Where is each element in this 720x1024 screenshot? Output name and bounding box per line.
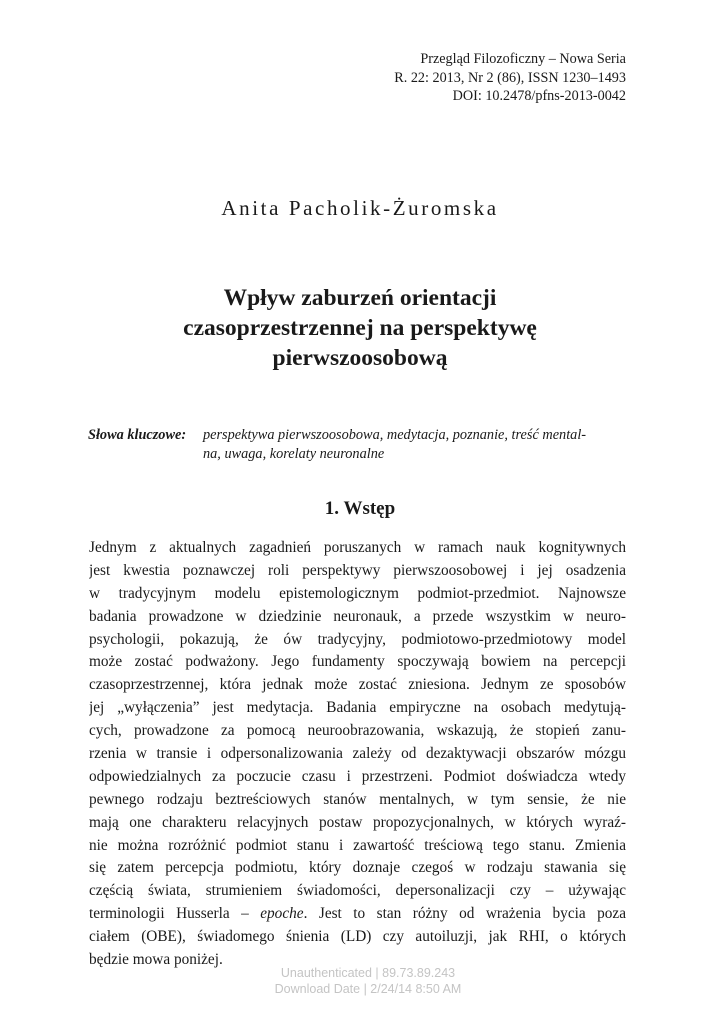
body-line: może zostać podważony. Jego fundamenty spoczywają bowiem na percepcji bbox=[89, 653, 626, 671]
body-line: ciałem (OBE), świadomego śnienia (LD) czy autoiluzji, jak RHI, o których bbox=[89, 928, 626, 946]
body-line: się zatem percepcja podmiotu, który doznaje czegoś w rodzaju stawania się bbox=[89, 859, 626, 877]
body-line-epoche bbox=[89, 903, 626, 926]
body-paragraph bbox=[89, 537, 626, 972]
author-name: Anita Pacholik-Żuromska bbox=[221, 196, 499, 220]
body-line: częścią świata, strumieniem świadomości, depersonalizacji czy – używając bbox=[89, 882, 626, 900]
download-watermark bbox=[0, 965, 720, 997]
title-line: pierwszoosobową bbox=[272, 345, 448, 371]
keywords-line: na, uwaga, korelaty neuronalne bbox=[203, 446, 385, 462]
body-line: rzenia w transie i odpersonalizowania zależy od dezaktywacji obszarów mózgu bbox=[89, 745, 626, 763]
title-line: czasoprzestrzennej na perspektywę bbox=[183, 315, 537, 341]
title-line: Wpływ zaburzeń orientacji bbox=[223, 285, 497, 311]
journal-issue: R. 22: 2013, Nr 2 (86), ISSN 1230–1493 bbox=[394, 69, 626, 86]
watermark-line: Download Date | 2/24/14 8:50 AM bbox=[274, 982, 462, 996]
keywords-label: Słowa kluczowe: bbox=[88, 427, 187, 443]
body-line: cych, prowadzone za pomocą neuroobrazowania, wskazują, że stopień zanu- bbox=[89, 722, 626, 740]
body-text-segment: terminologii Husserla – bbox=[89, 905, 261, 923]
body-line: czasoprzestrzennej, która jednak może zostać zniesiona. Jednym ze sposobów bbox=[89, 676, 626, 694]
article-title bbox=[0, 283, 720, 373]
journal-name: Przegląd Filozoficzny – Nowa Seria bbox=[420, 51, 626, 67]
keywords-list bbox=[203, 426, 628, 464]
body-line: psychologii, pokazują, że ów tradycyjny, podmiotowo-przedmiotowy model bbox=[89, 630, 626, 648]
body-line: jest kwestia poznawczej roli perspektywy pierwszoosobowej i jej osadzenia bbox=[89, 561, 626, 579]
body-line: mają one charakteru relacyjnych postaw propozycjonalnych, w których wyraź- bbox=[89, 813, 626, 831]
journal-info bbox=[394, 50, 626, 106]
watermark-line: Unauthenticated | 89.73.89.243 bbox=[280, 966, 456, 980]
body-line: odpowiedzialnych za poczucie czasu i przestrzeni. Podmiot doświadcza wtedy bbox=[89, 767, 626, 785]
keywords-block bbox=[88, 426, 628, 464]
body-line: jej „wyłączenia” jest medytacja. Badania empiryczne na osobach medytują- bbox=[89, 699, 626, 717]
body-line: badania prowadzone w dziedzinie neuronauk, a przede wszystkim w neuro- bbox=[89, 607, 626, 625]
body-line: w tradycyjnym modelu epistemologicznym podmiot-przedmiot. Najnowsze bbox=[89, 584, 626, 602]
body-line: Jednym z aktualnych zagadnień poruszanych w ramach nauk kognitywnych bbox=[89, 539, 626, 556]
body-line: pewnego rodzaju beztreściowych stanów mentalnych, w tym sensie, że nie bbox=[89, 790, 626, 808]
body-line: nie można rozróżnić podmiot stanu i zawartość treściową tego stanu. Zmienia bbox=[89, 836, 626, 854]
body-text-segment: . Jest to stan różny od wrażenia bycia poza bbox=[303, 905, 626, 923]
section-heading: 1. Wstęp bbox=[324, 498, 396, 519]
keywords-line: perspektywa pierwszoosobowa, medytacja, poznanie, treść mental- bbox=[203, 427, 587, 443]
body-line-final: będzie mowa poniżej. bbox=[89, 951, 223, 969]
journal-doi: DOI: 10.2478/pfns-2013-0042 bbox=[452, 88, 626, 104]
emphasis-term: epoche bbox=[260, 905, 304, 923]
